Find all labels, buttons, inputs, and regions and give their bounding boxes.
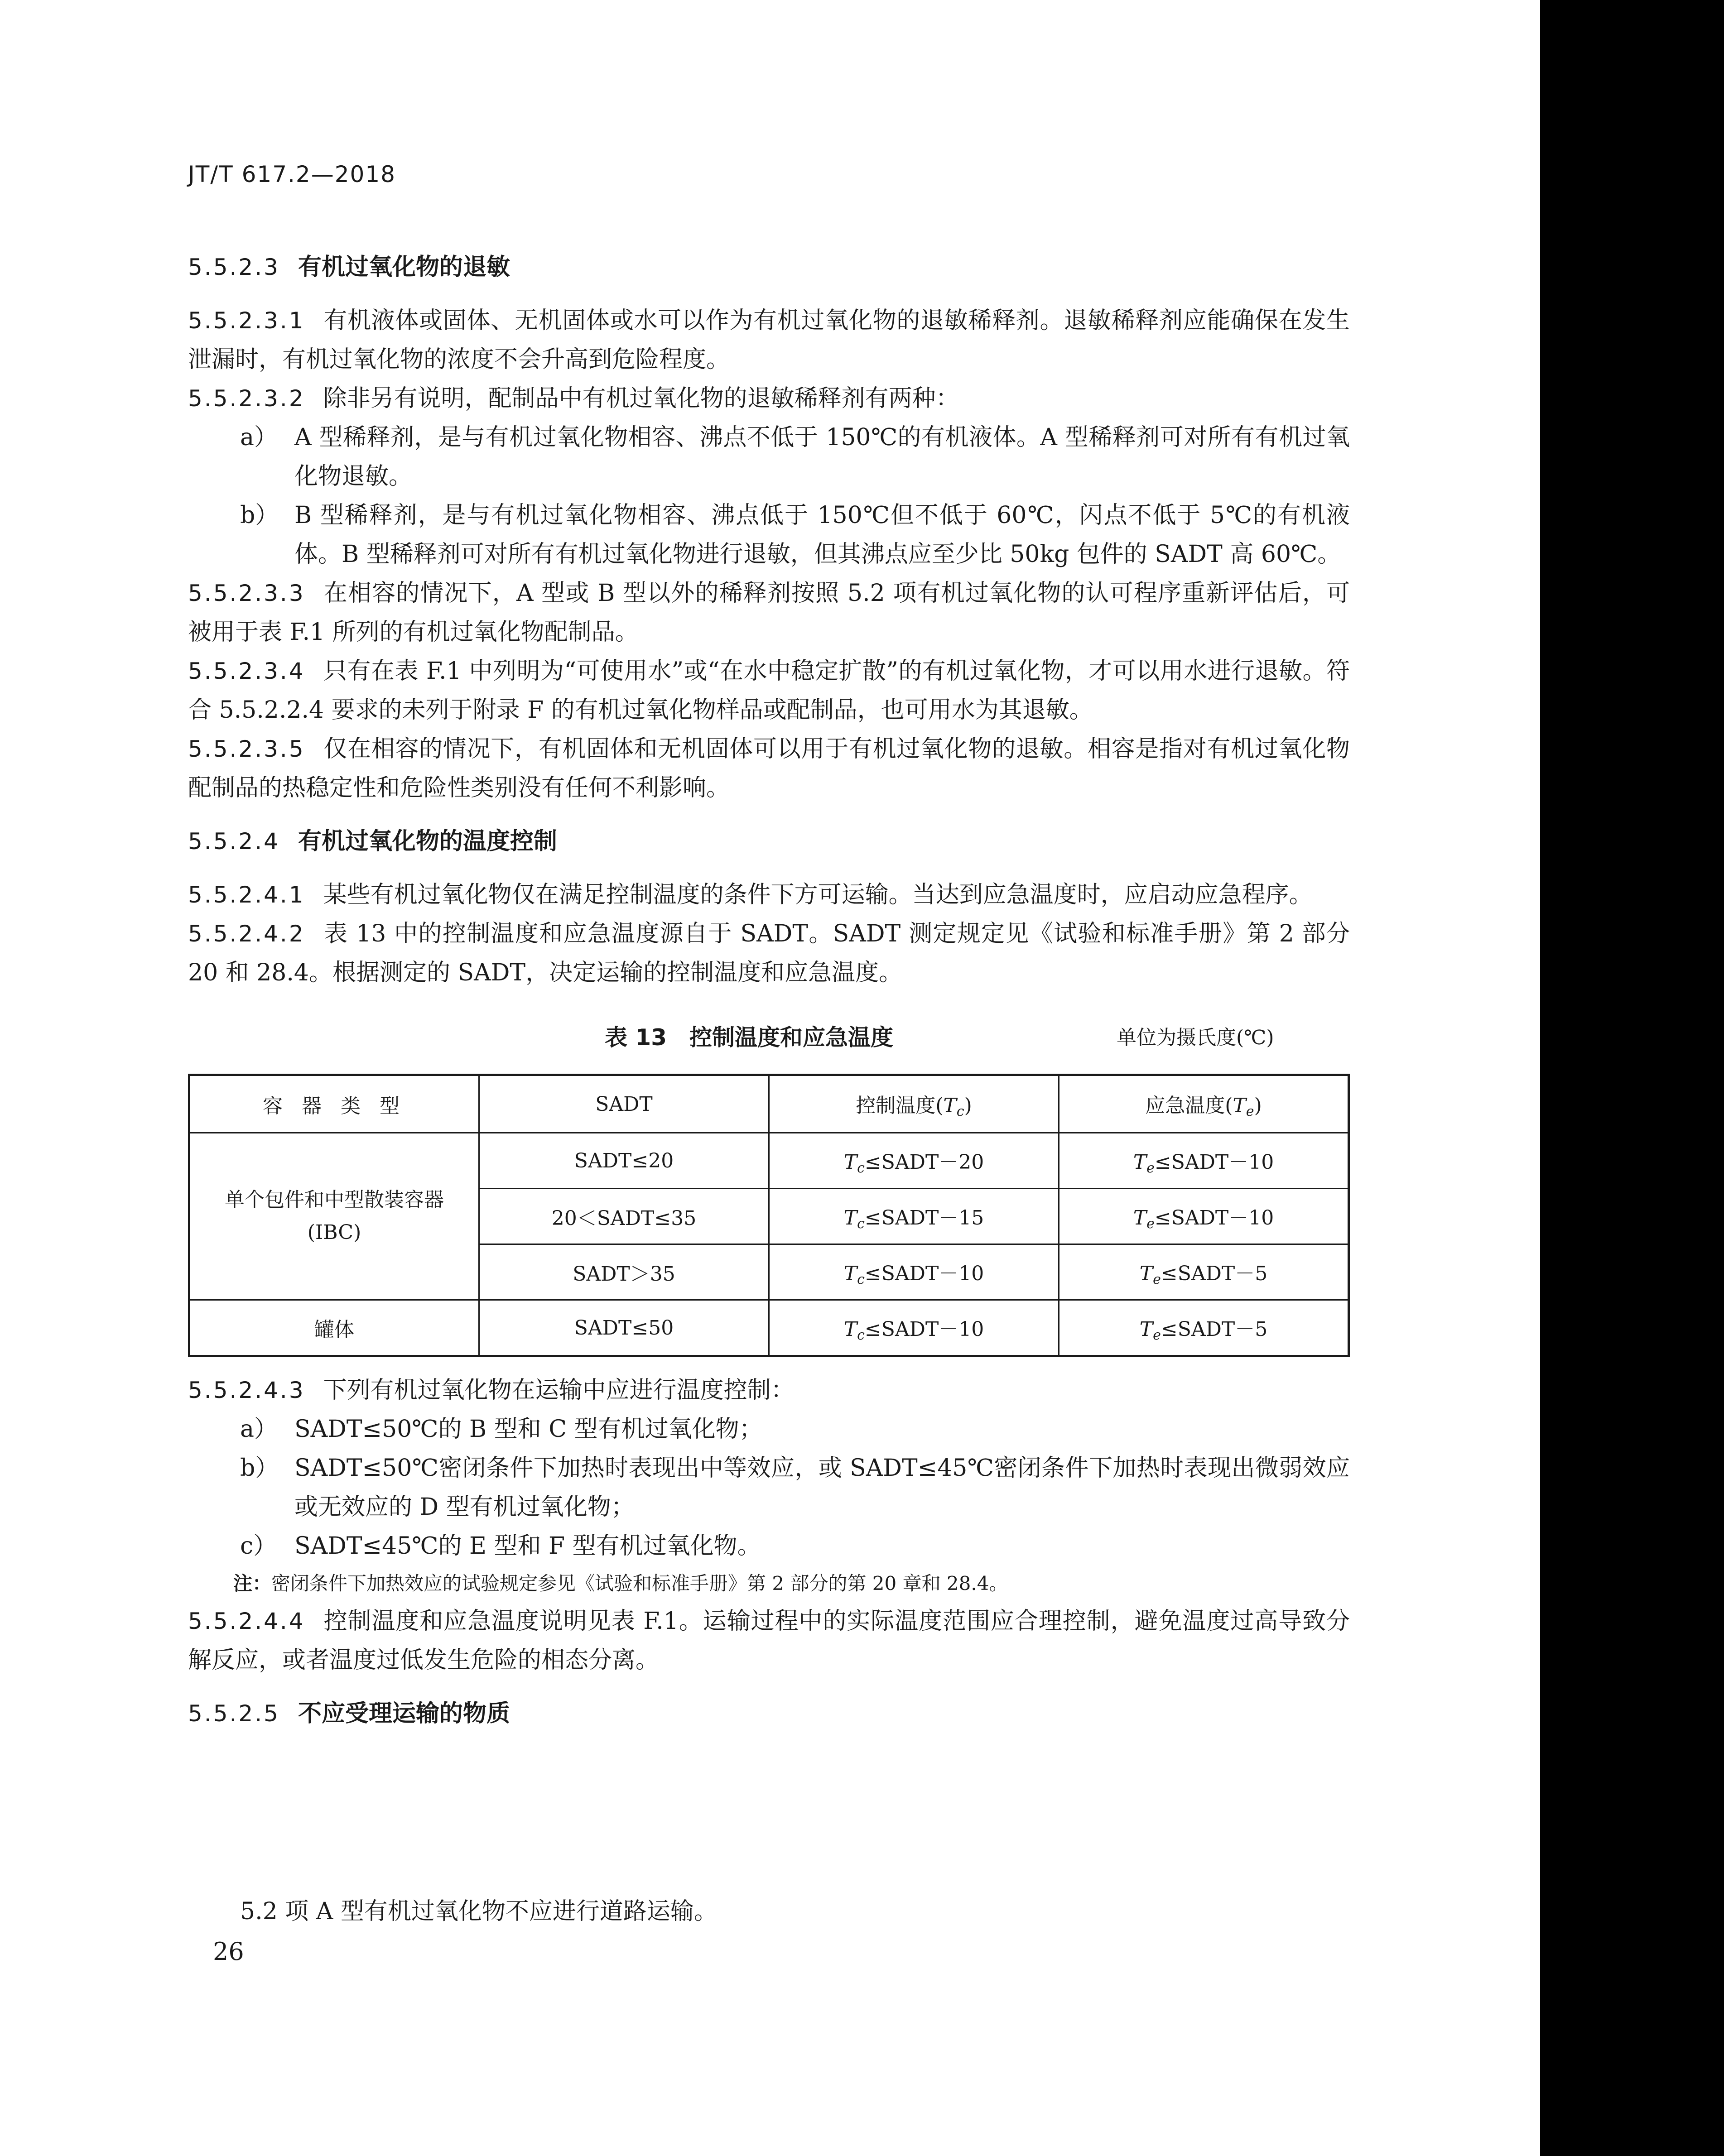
clause-number: 5.5.2.4.1 (188, 882, 305, 908)
cell-text: ≤SADT－10 (864, 1262, 984, 1285)
clause-number: 5.5.2.4.3 (188, 1377, 305, 1403)
section-heading-5524 (188, 821, 1350, 862)
note-text: 密闭条件下加热效应的试验规定参见《试验和标准手册》第 2 部分的第 20 章和 28.4。 (271, 1572, 1008, 1594)
subscript: e (1153, 1271, 1161, 1287)
list-item-text: B 型稀释剂，是与有机过氧化物相容、沸点低于 150℃但不低于 60℃，闪点不低于 5℃的有机液体。B 型稀释剂可对所有有机过氧化物进行退敏，但其沸点应至少比 50kg 包件的 SADT 高 60℃。 (294, 502, 1350, 568)
cell-text: (IBC) (307, 1221, 361, 1244)
section-number: 5.5.2.5 (188, 1700, 280, 1727)
cell-sadt: SADT≤50 (479, 1300, 769, 1356)
clause-55242 (188, 914, 1350, 992)
subscript: c (956, 1103, 964, 1119)
cell-sadt: 20＜SADT≤35 (479, 1189, 769, 1244)
list-item-c (188, 1527, 1350, 1565)
clause-text: 只有在表 F.1 中列明为“可使用水”或“在水中稳定扩散”的有机过氧化物，才可以用水进行退敏。符合 5.5.2.2.4 要求的未列于附录 F 的有机过氧化物样品或配制品，也可用水为其退敏。 (188, 658, 1350, 724)
clause-text: 有机液体或固体、无机固体或水可以作为有机过氧化物的退敏稀释剂。退敏稀释剂应能确保在发生泄漏时，有机过氧化物的浓度不会升高到危险程度。 (188, 307, 1350, 373)
subscript: e (1146, 1160, 1155, 1176)
section-heading-5525 (188, 1693, 1350, 1734)
clause-text: 在相容的情况下，A 型或 B 型以外的稀释剂按照 5.2 项有机过氧化物的认可程序重新评估后，可被用于表 F.1 所列的有机过氧化物配制品。 (188, 580, 1350, 646)
cell-sadt: SADT≤20 (479, 1133, 769, 1189)
section-title: 不应受理运输的物质 (298, 1700, 510, 1727)
clause-55233 (188, 574, 1350, 652)
cell-text: ≤SADT－10 (864, 1317, 984, 1341)
subscript: e (1153, 1327, 1161, 1343)
list-item-text: A 型稀释剂，是与有机过氧化物相容、沸点不低于 150℃的有机液体。A 型稀释剂可对所有有机过氧化物退敏。 (294, 424, 1350, 490)
cell-control (769, 1189, 1059, 1244)
header-emergency-temp (1059, 1075, 1349, 1133)
symbol: T (1133, 1150, 1147, 1174)
cell-text: ≤SADT－20 (864, 1150, 984, 1174)
clause-55234 (188, 652, 1350, 730)
clause-number: 5.5.2.3.1 (188, 307, 305, 334)
clause-text: 下列有机过氧化物在运输中应进行温度控制： (323, 1377, 795, 1404)
section-number: 5.5.2.4 (188, 828, 280, 855)
container-tank: 罐体 (189, 1300, 479, 1356)
symbol: T (1133, 1206, 1147, 1229)
symbol: T (843, 1262, 857, 1285)
header-control-temp (769, 1075, 1059, 1133)
subscript: c (857, 1327, 865, 1343)
section-title: 有机过氧化物的退敏 (298, 254, 510, 281)
symbol: T (1139, 1262, 1153, 1285)
cell-emergency (1059, 1189, 1349, 1244)
cell-control (769, 1300, 1059, 1356)
cell-emergency (1059, 1300, 1349, 1356)
clause-number: 5.5.2.4.4 (188, 1608, 305, 1634)
table-title: 表 13 控制温度和应急温度 (605, 1024, 893, 1051)
list-marker: a） (240, 1416, 278, 1443)
table-header-row (189, 1075, 1349, 1133)
clause-text: 仅在相容的情况下，有机固体和无机固体可以用于有机过氧化物的退敏。相容是指对有机过氧化物配制品的热稳定性和危险性类别没有任何不利影响。 (188, 735, 1350, 802)
standard-code: JT/T 617.2—2018 (188, 161, 396, 187)
clause-55232 (188, 379, 1350, 418)
clause-number: 5.5.2.3.2 (188, 385, 305, 412)
clause-number: 5.5.2.3.4 (188, 658, 305, 684)
header-text: ) (1254, 1094, 1262, 1117)
clause-55235 (188, 730, 1350, 807)
page-number: 26 (213, 1937, 244, 1966)
list-item-b (188, 1449, 1350, 1527)
clause-text: 控制温度和应急温度说明见表 F.1。运输过程中的实际温度范围应合理控制，避免温度过高导致分解反应，或者温度过低发生危险的相态分离。 (188, 1608, 1350, 1674)
cell-emergency (1059, 1244, 1349, 1300)
list-item-text: SADT≤45℃的 E 型和 F 型有机过氧化物。 (294, 1532, 761, 1560)
list-item-text: SADT≤50℃密闭条件下加热时表现出中等效应，或 SADT≤45℃密闭条件下加热时表现出微弱效应或无效应的 D 型有机过氧化物； (294, 1455, 1350, 1521)
section-heading-5523 (188, 247, 1350, 288)
cell-control (769, 1244, 1059, 1300)
subscript: c (857, 1215, 865, 1232)
header-container-type: 容 器 类 型 (189, 1075, 479, 1133)
list-item-a (188, 1410, 1350, 1449)
symbol: T (843, 1206, 857, 1229)
section-number: 5.5.2.3 (188, 254, 280, 280)
list-marker: b） (240, 502, 279, 529)
list-item-b (188, 496, 1350, 574)
cell-control (769, 1133, 1059, 1189)
header-text: 控制温度( (856, 1094, 944, 1117)
header-text: 应急温度( (1145, 1094, 1233, 1117)
clause-55243 (188, 1371, 1350, 1410)
symbol: T (843, 1150, 857, 1174)
cell-text: ≤SADT－5 (1161, 1262, 1268, 1285)
subscript: e (1246, 1103, 1254, 1119)
clause-55244 (188, 1602, 1350, 1680)
symbol: T (1233, 1094, 1246, 1117)
clause-number: 5.5.2.4.2 (188, 921, 305, 947)
table-unit: 单位为摄氏度(℃) (1117, 1026, 1274, 1049)
list-marker: a） (240, 424, 278, 451)
cell-text: ≤SADT－15 (864, 1206, 984, 1229)
final-statement: 5.2 项 A 型有机过氧化物不应进行道路运输。 (240, 1898, 718, 1925)
table-row (189, 1300, 1349, 1356)
header-sadt: SADT (479, 1075, 769, 1133)
note-label: 注： (233, 1572, 272, 1594)
cell-emergency (1059, 1133, 1349, 1189)
cell-text: ≤SADT－10 (1154, 1206, 1274, 1229)
clause-number: 5.5.2.3.3 (188, 580, 305, 606)
note (188, 1565, 1350, 1602)
clause-number: 5.5.2.3.5 (188, 736, 305, 762)
document-body (188, 247, 1350, 1734)
list-item-a (188, 418, 1350, 496)
temperature-table (188, 1074, 1350, 1357)
list-marker: b） (240, 1455, 279, 1482)
clause-text: 表 13 中的控制温度和应急温度源自于 SADT。SADT 测定规定见《试验和标准手册》第 2 部分 20 和 28.4。根据测定的 SADT，决定运输的控制温度和应急温度。 (188, 920, 1350, 986)
subscript: c (857, 1160, 865, 1176)
clause-text: 除非另有说明，配制品中有机过氧化物的退敏稀释剂有两种： (323, 385, 959, 412)
clause-55241 (188, 875, 1350, 914)
clause-text: 某些有机过氧化物仅在满足控制温度的条件下方可运输。当达到应急温度时，应启动应急程序。 (323, 881, 1313, 908)
container-single-ibc (189, 1133, 479, 1300)
table-caption (188, 1010, 1350, 1065)
subscript: e (1146, 1215, 1155, 1232)
list-marker: c） (240, 1532, 277, 1560)
table-row (189, 1133, 1349, 1189)
cell-text: ≤SADT－10 (1154, 1150, 1274, 1174)
header-text: ) (964, 1094, 972, 1117)
section-title: 有机过氧化物的温度控制 (298, 828, 557, 855)
cell-text: ≤SADT－5 (1161, 1317, 1268, 1341)
clause-55231 (188, 301, 1350, 379)
cell-text: 单个包件和中型散装容器 (225, 1188, 444, 1211)
subscript: c (857, 1271, 865, 1287)
symbol: T (943, 1094, 957, 1117)
cell-sadt: SADT＞35 (479, 1244, 769, 1300)
scan-margin-band (1540, 0, 1724, 2156)
list-item-text: SADT≤50℃的 B 型和 C 型有机过氧化物； (294, 1416, 763, 1443)
symbol: T (1139, 1317, 1153, 1341)
symbol: T (843, 1317, 857, 1341)
